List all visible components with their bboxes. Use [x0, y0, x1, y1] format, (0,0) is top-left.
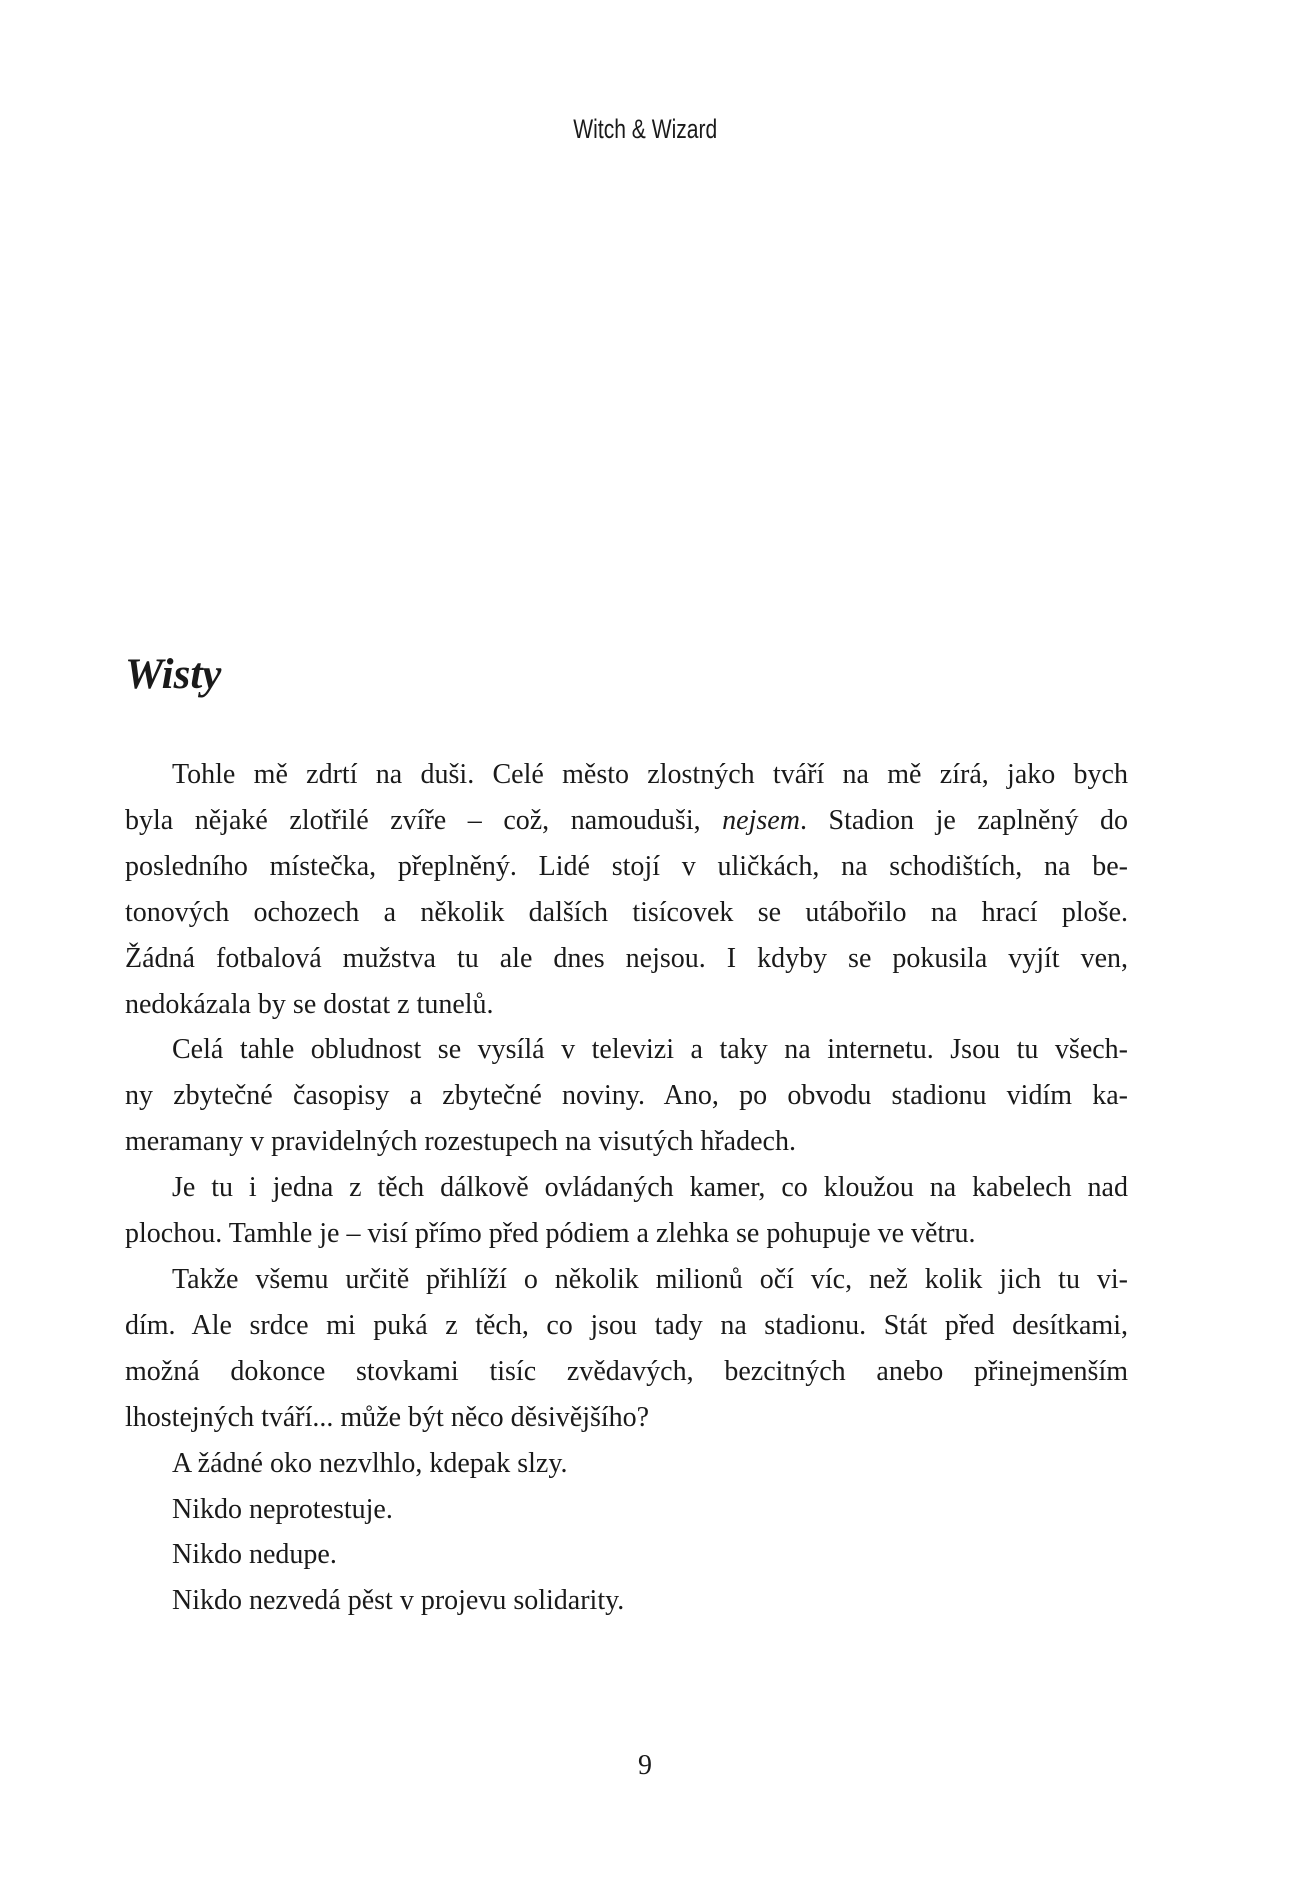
paragraph: Nikdo neprotestuje.: [172, 1493, 393, 1525]
text-segment: . Stadion je zaplněný do: [799, 804, 1128, 836]
page-number: 9: [638, 1750, 652, 1781]
paragraph: [125, 1027, 1128, 1165]
paragraph: [125, 1165, 1128, 1257]
italic-emphasis: nejsem: [722, 804, 800, 836]
paragraph: Nikdo nezvedá pěst v projevu solidarity.: [172, 1585, 625, 1617]
body-text: [125, 752, 1128, 1624]
text-line: posledního místečka, přeplněný. Lidé stojí v uličkách, na schodištích, na be-: [125, 850, 1128, 882]
text-line: dím. Ale srdce mi puká z těch, co jsou tady na stadionu. Stát před desítkami,: [125, 1309, 1128, 1341]
text-line: ny zbytečné časopisy a zbytečné noviny. Ano, po obvodu stadionu vidím ka-: [125, 1080, 1128, 1112]
paragraph: [125, 1257, 1128, 1441]
running-head: [0, 114, 1290, 145]
paragraph: A žádné oko nezvlhlo, kdepak slzy.: [172, 1447, 568, 1479]
text-line: tonových ochozech a několik dalších tisícovek se utábořilo na hrací ploše.: [125, 896, 1128, 928]
text-line: plochou. Tamhle je – visí přímo před pódiem a zlehka se pohupuje ve větru.: [125, 1218, 976, 1250]
paragraph: Nikdo nedupe.: [172, 1539, 337, 1571]
text-line: Tohle mě zdrtí na duši. Celé město zlostných tváří na mě zírá, jako bych: [172, 759, 1128, 790]
text-line: nedokázala by se dostat z tunelů.: [125, 988, 494, 1020]
text-line: meramany v pravidelných rozestupech na visutých hřadech.: [125, 1126, 796, 1158]
text-line: možná dokonce stovkami tisíc zvědavých, bezcitných anebo přinejmenším: [125, 1355, 1128, 1387]
text-line: Celá tahle obludnost se vysílá v televizi a taky na internetu. Jsou tu všech-: [172, 1034, 1128, 1066]
text-line: Je tu i jedna z těch dálkově ovládaných kamer, co kloužou na kabelech nad: [172, 1172, 1128, 1204]
text-line: [125, 798, 1128, 844]
text-line: lhostejných tváří... může být něco děsivějšího?: [125, 1401, 650, 1433]
running-head-text: Witch & Wizard: [573, 114, 717, 144]
chapter-title: Wisty: [125, 651, 222, 698]
text-line: Takže všemu určitě přihlíží o několik milionů očí víc, než kolik jich tu vi-: [172, 1263, 1128, 1295]
text-line: Žádná fotbalová mužstva tu ale dnes nejsou. I kdyby se pokusila vyjít ven,: [125, 942, 1128, 974]
paragraph: [125, 752, 1128, 1027]
text-segment: byla nějaké zlotřilé zvíře – což, namouduši,: [125, 804, 723, 836]
